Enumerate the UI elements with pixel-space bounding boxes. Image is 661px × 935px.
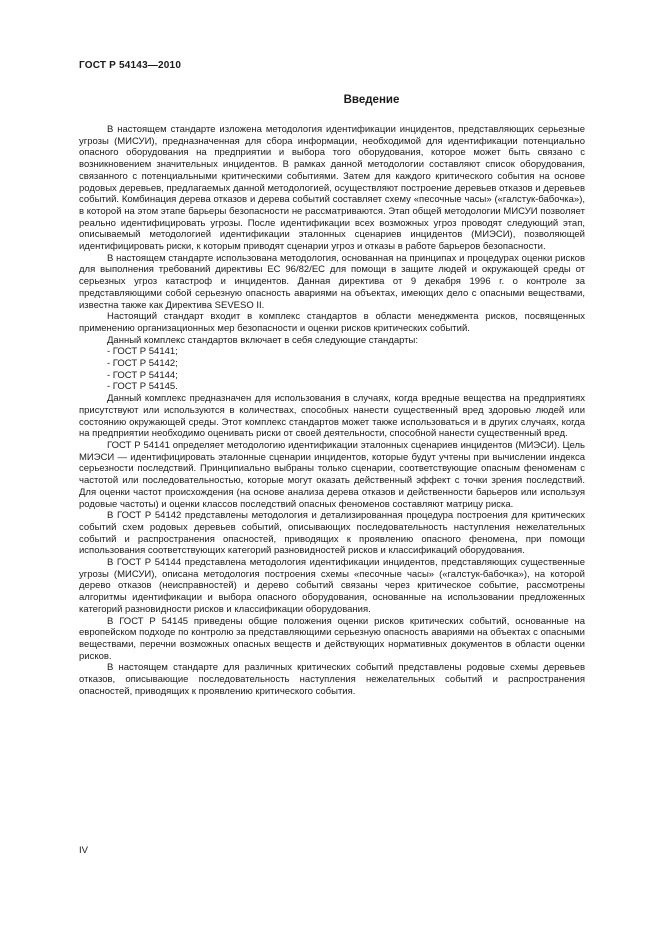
list-item: - ГОСТ Р 54141;	[107, 346, 178, 358]
paragraph: В ГОСТ Р 54144 представлена методология идентификации инцидентов, представляющих существенные угрозы (МИСУИ), описана методология построения схемы «песочные часы» («галстук-бабочка»), на которой дерево отказов (неисправностей) и дерево событий связаны через критическое событие, рассмотрены алгоритмы идентификации и выбора опасного оборудования, основанные на использовании предложенных категорий разновидности рисков и классификации оборудования.	[79, 557, 585, 615]
list-item: - ГОСТ Р 54145.	[107, 381, 178, 393]
document-body	[79, 124, 585, 697]
section-title	[0, 94, 661, 106]
list-item: - ГОСТ Р 54142;	[107, 358, 178, 370]
paragraph: В настоящем стандарте для различных критических событий представлены родовые схемы деревьев отказов, описывающие последовательность наступления нежелательных событий и распространения опасностей, приводящих к проявлению критического события.	[79, 662, 585, 697]
paragraph: В ГОСТ Р 54145 приведены общие положения оценки рисков критических событий, основанные на европейском подходе по контролю за представляющими серьезную опасность авариями на объектах с опасными веществами, перечни возможных опасных веществ и действующих нормативных документов в области оценки рисков.	[79, 615, 585, 662]
paragraph: Данный комплекс предназначен для использования в случаях, когда вредные вещества на предприятиях присутствуют или используются в количествах, способных нанести существенный вред здоровью людей или состоянию окружающей среды. Этот комплекс стандартов может также использоваться и в других случаях, когда на предприятии необходимо оценивать риски от своей деятельности, способной нанести существенный вред.	[79, 393, 585, 440]
section-title-text: Введение	[343, 94, 400, 106]
paragraph: Данный комплекс стандартов включает в себя следующие стандарты:	[107, 334, 418, 346]
paragraph: ГОСТ Р 54141 определяет методологию идентификации эталонных сценариев инцидентов (МИЭСИ). Цель МИЭСИ — идентифицировать эталонные сценарии инцидентов, которые будут учтены при вычислении индекса серьезности последствий. Принципиально выбраны только сценарии, соответствующие опасным феноменам с частотой или последовательностью, которые могут оказать действенный эффект с точки зрения последствий. Для оценки частот происхождения (на основе анализа дерева отказов и действенности барьеров или используя родовые частоты) и оценки классов последствий опасных феноменов составляют матрицу риска.	[79, 439, 585, 510]
paragraph: В ГОСТ Р 54142 представлены методология и детализированная процедура построения для критических событий схем родовых деревьев событий, описывающих последовательность наступления нежелательных событий и распространения опасностей, приводящих к проявлению опасного феномена, при помощи использования соответствующих категорий разновидностей рисков и классификаций оборудования.	[79, 510, 585, 557]
standard-header: ГОСТ Р 54143—2010	[79, 60, 182, 71]
paragraph: Настоящий стандарт входит в комплекс стандартов в области менеджмента рисков, посвященных применению организационных мер безопасности и оценки рисков критических событий.	[79, 311, 585, 334]
page-number: IV	[79, 845, 88, 856]
paragraph: В настоящем стандарте изложена методология идентификации инцидентов, представляющих серьезные угрозы (МИСУИ), предназначенная для сбора информации, необходимой для идентификации потенциально опасного оборудования на предприятии и выбора того оборудования, которое может быть связано с возникновением значительных инцидентов. В рамках данной методологии составляют список оборудования, связанного с потенциальными критическими событиями. Затем для каждого критического события на основе родовых деревьев, предлагаемых данной методологией, осуществляют построение деревьев отказов и деревьев событий. Комбинация дерева отказов и дерева событий составляет схему «песочные часы» («галстук-бабочка»), в которой на этом этапе барьеры безопасности не рассматриваются. Этап общей методологии МИСУИ позволяет реально идентифицировать угрозы. После идентификации всех возможных угроз проводят следующий этап, описываемый методологией идентификации эталонных сценариев инцидентов (МИЭСИ), позволяющей идентифицировать риски, к которым приводят сценарии угроз и отказы в работе барьеров безопасности.	[79, 124, 585, 253]
list-item: - ГОСТ Р 54144;	[107, 369, 178, 381]
paragraph: В настоящем стандарте использована методология, основанная на принципах и процедурах оценки рисков для выполнения требований директивы ЕС 96/82/ЕС для помощи в защите людей и окружающей среды от серьезных угроз катастроф и инцидентов. Данная директива от 9 декабря 1996 г. о контроле за представляющими собой серьезную опасность авариями на объектах, имеющих дело с опасными веществами, известна также как Директива SEVESO II.	[79, 252, 585, 311]
